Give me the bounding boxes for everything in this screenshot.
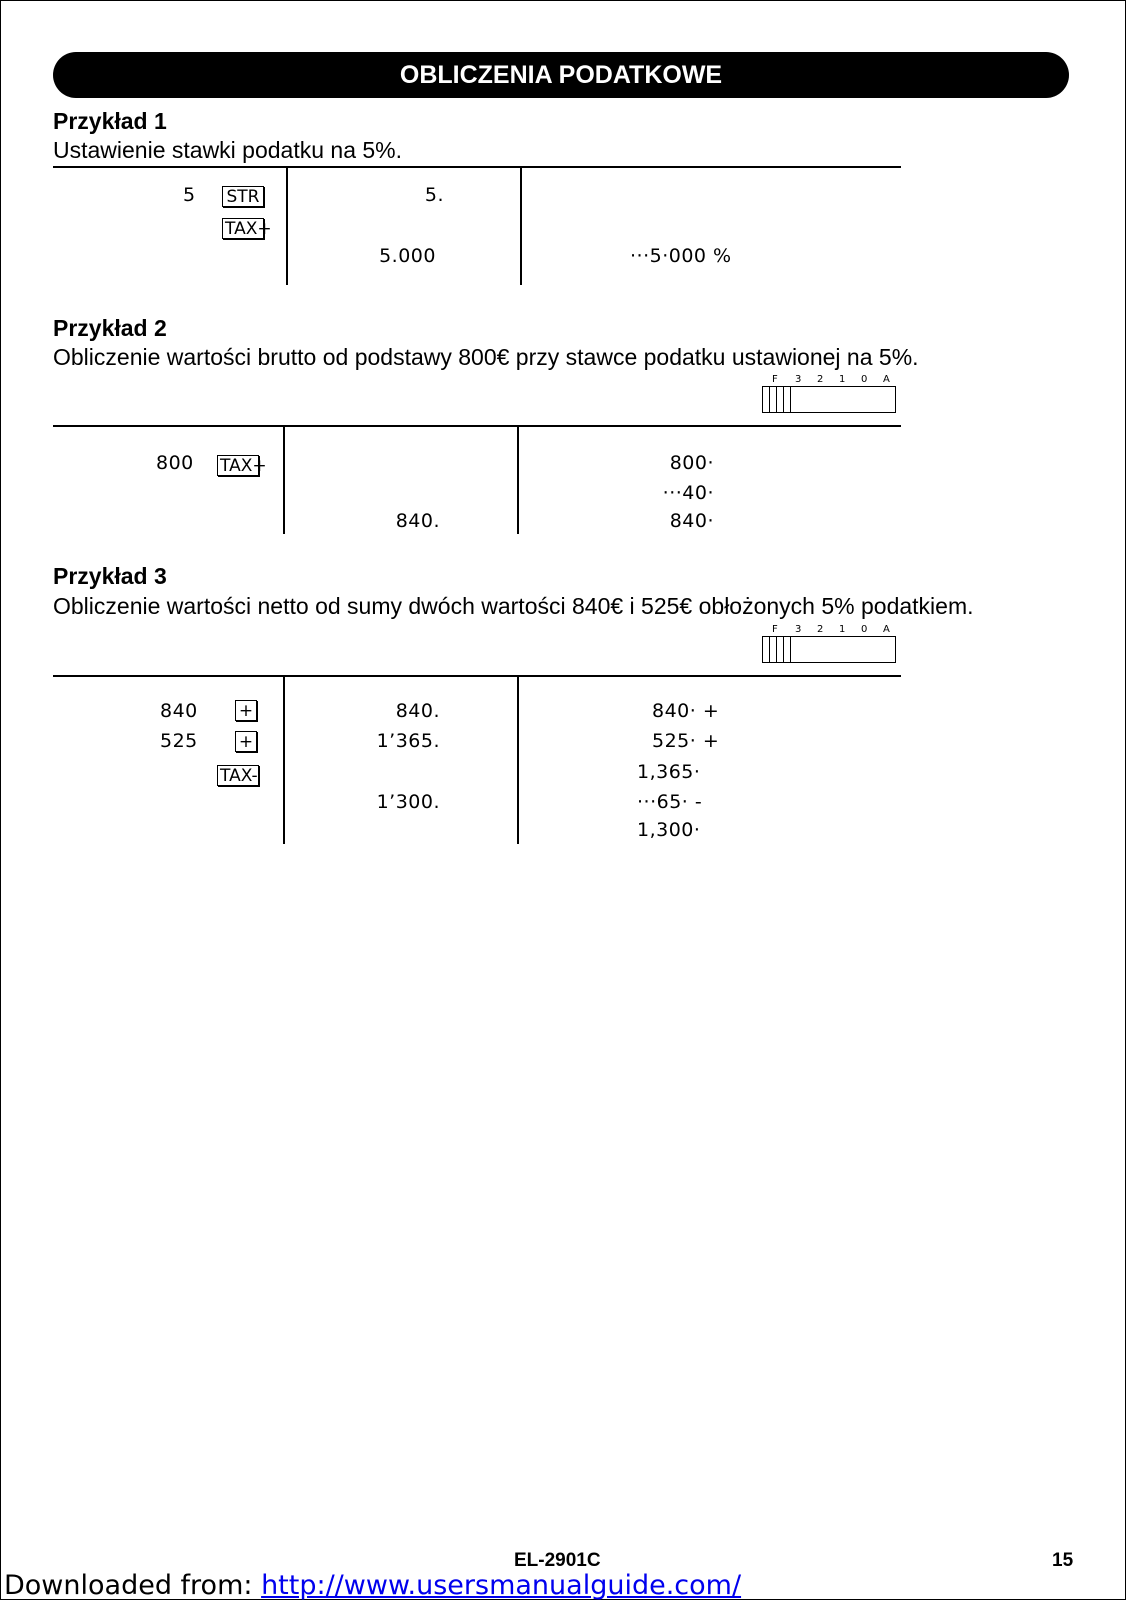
switch-label: F [772, 624, 778, 635]
download-label: Downloaded from: [4, 1570, 262, 1601]
switch-label: A [883, 624, 890, 635]
example-3-input: 525 [160, 730, 198, 752]
example-3-display: 1’300. [376, 791, 440, 813]
switch-label: 2 [817, 374, 824, 385]
example-1-description: Ustawienie stawki podatku na 5%. [53, 137, 403, 163]
example-1-divider-2 [520, 167, 522, 285]
example-3-print: 840· + [652, 700, 720, 722]
example-1-title: Przykład 1 [53, 108, 167, 134]
switch-label: 3 [795, 374, 802, 385]
switch-label: 3 [795, 624, 802, 635]
download-note [4, 1570, 741, 1602]
tax-minus-key: TAX- [217, 765, 259, 786]
example-2-rule [53, 425, 901, 427]
example-2-print: ···40· [662, 482, 714, 504]
switch-label: F [772, 374, 778, 385]
model-number: EL-2901C [514, 1550, 601, 1571]
switch-label: 1 [839, 624, 846, 635]
example-3-tab-switch [762, 624, 898, 666]
tax-plus-key: TAX+ [222, 218, 264, 239]
example-2-print: 840· [669, 510, 714, 532]
example-2-description: Obliczenie wartości brutto od podstawy 800€ przy stawce podatku ustawionej na 5%. [53, 344, 919, 370]
example-3-title: Przykład 3 [53, 563, 167, 589]
example-3-input: 840 [160, 700, 198, 722]
example-3-display: 1’365. [376, 730, 440, 752]
switch-label: 0 [861, 624, 868, 635]
example-1-rule [53, 166, 901, 168]
example-2-divider-2 [517, 426, 519, 534]
example-3-rule [53, 675, 901, 677]
download-link[interactable]: http://www.usersmanualguide.com/ [261, 1570, 742, 1601]
example-3-print: 1,365· [637, 761, 701, 783]
example-1-input: 5 [183, 184, 196, 206]
str-key: STR [222, 186, 264, 207]
example-1-display: 5.000 [379, 245, 436, 267]
example-3-print: 525· + [652, 730, 720, 752]
example-3-divider-1 [283, 676, 285, 844]
page-number: 15 [1052, 1550, 1074, 1571]
example-3-print: 1,300· [637, 819, 701, 841]
example-3-description: Obliczenie wartości netto od sumy dwóch wartości 840€ i 525€ obłożonych 5% podatkiem. [53, 593, 974, 619]
switch-label: A [883, 374, 890, 385]
example-2-display: 840. [395, 510, 440, 532]
example-1-display: 5. [424, 184, 444, 206]
example-2-input: 800 [156, 452, 194, 474]
plus-key: + [235, 700, 257, 721]
section-title: OBLICZENIA PODATKOWE [399, 60, 723, 89]
example-1-print: ···5·000 % [630, 245, 732, 267]
plus-key: + [235, 731, 257, 752]
example-2-title: Przykład 2 [53, 315, 167, 341]
example-2-print: 800· [669, 452, 714, 474]
switch-label: 0 [861, 374, 868, 385]
example-3-print: ···65· - [637, 791, 703, 813]
example-3-divider-2 [517, 676, 519, 844]
section-header [53, 52, 1069, 98]
tax-plus-key: TAX+ [217, 455, 259, 476]
switch-label: 1 [839, 374, 846, 385]
example-1-divider-1 [286, 167, 288, 285]
example-2-divider-1 [283, 426, 285, 534]
example-3-display: 840. [395, 700, 440, 722]
example-2-tab-switch [762, 374, 898, 416]
switch-label: 2 [817, 624, 824, 635]
